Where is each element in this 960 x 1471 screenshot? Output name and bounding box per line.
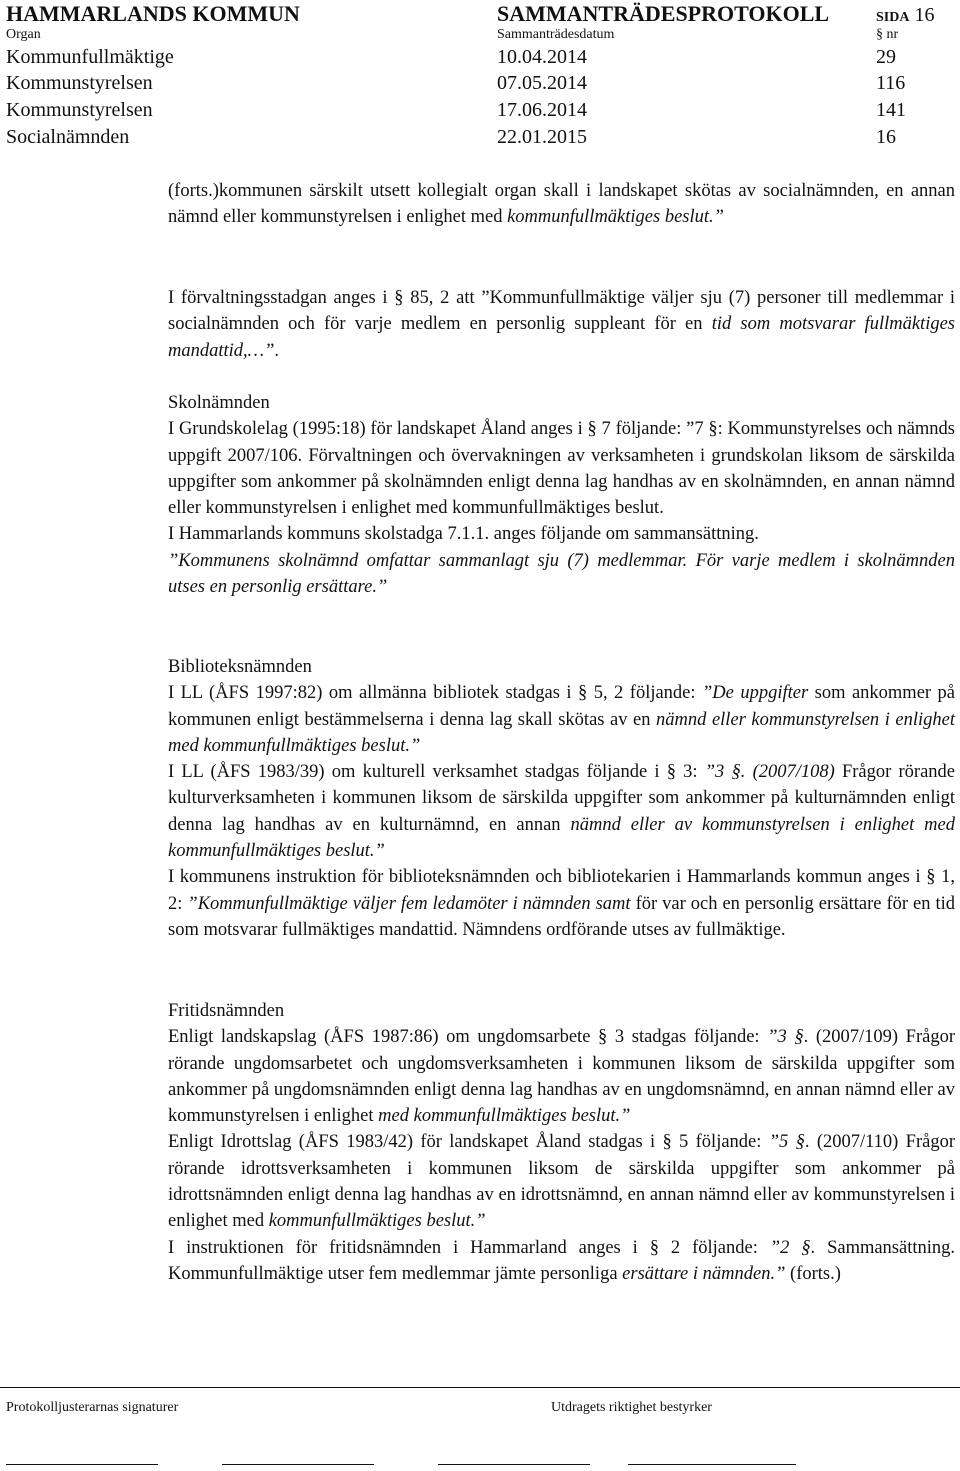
row-nr: 141 [876,99,906,121]
section-title: Biblioteksnämnden [168,657,312,677]
instruction-text: för var och en personlig ersättare för en tid som motsvarar fullmäktiges mandattid. Nämndens ordförande utses av fullmäktige. [168,893,956,940]
youth-law-quote: med kommunfullmäktiges beslut.” [378,1106,631,1127]
bib-law-text: som ankommer på kommunen enligt bestämmelserna i denna lag skall skötas av en [168,683,955,730]
page-number: 16 [914,4,935,26]
row-organ: Kommunstyrelsen [6,99,153,121]
instruction-quote: ”Kommunfullmäktige väljer fem ledamöter i nämnden samt [187,893,631,914]
footer-rule [0,1387,960,1388]
row-organ: Kommunfullmäktige [6,46,174,68]
bylaw-italic: tid som motsvarar fullmäktiges mandattid,…” [168,314,956,361]
signature-line [438,1464,590,1465]
bylaw-end: . [274,340,280,361]
section-title: Fritidsnämnden [168,1001,285,1021]
instruction-text: I kommunens instruktion för biblioteksnämnden och bibliotekarien i Hammarlands kommun anges i § 1, 2: [168,867,955,914]
fri-instruction-quote: ”2 § [769,1237,811,1258]
section-biblioteksnamnden [168,654,955,943]
section-skolnamnden [168,390,955,600]
bylaw-text: I förvaltningsstadgan anges i § 85, 2 att ”Kommunfullmäktige väljer sju (7) personer till medlemmar i socialnämnden och för varje medlem en personlig suppleant för en [168,288,955,335]
youth-law-text: . (2007/109) Frågor rörande ungdomsarbetet och ungdomsverksamheten i kommunen liksom de särskilda uppgifter som ankommer på ungdomsnämnden enligt denna lag handhas av en ungdomsnämnd, en annan nämnd eller av kommunstyrelsen i enlighet [168,1027,955,1127]
signature-line [6,1464,158,1465]
youth-law-quote: ”3 § [767,1027,804,1048]
row-nr: 116 [876,72,906,94]
signature-line [222,1464,374,1465]
fri-instruction-text: I instruktionen för fritidsnämnden i Hammarland anges i § 2 följande: [168,1237,758,1258]
continued-marker: (forts.) [785,1263,841,1284]
sport-law-text: . (2007/110) Frågor rörande idrottsverksamheten i kommunen liksom de särskilda uppgifter som ankommer på idrottsnämnden enligt denna lag handhas av en idrottsnämnd, en annan nämnd eller av kommunstyrelsen i enlighet med [168,1132,955,1232]
sport-law-text: Enligt Idrottslag (ÅFS 1983/42) för landskapet Åland stadgas i § 5 följande: [168,1132,762,1153]
row-date: 22.01.2015 [497,126,587,148]
row-date: 10.04.2014 [497,46,587,68]
sport-law-quote: kommunfullmäktiges beslut.” [268,1211,486,1232]
row-nr: 16 [876,126,896,148]
column-header-nr: § nr [876,27,899,42]
section-title: Skolnämnden [168,393,270,413]
skol-paragraph: I Grundskolelag (1995:18) för landskapet Åland anges i § 7 följande: ”7 §: Kommunstyrelses och nämnds uppgift 2007/106. Förvaltningen och övervakningen av verksamheten i grundskolan liksom de särskilda uppgifter som ankommer på skolnämnden enligt denna lag handhas av en skolnämnden, en annan nämnd eller kommunstyrelsen i enlighet med kommunfullmäktiges beslut. [168,419,955,519]
culture-law-text: Frågor rörande kulturverksamheten i kommunen liksom de särskilda uppgifter som ankommer på kulturnämnden enligt denna lag handhas av en kulturnämnd, en annan [168,762,955,835]
section-fritidsnamnden [168,998,955,1287]
bib-law-quote: ”De uppgifter [702,683,809,704]
culture-law-text: I LL (ÅFS 1983/39) om kulturell verksamhet stadgas följande i § 3: [168,762,698,783]
fri-instruction-text: . Sammansättning. Kommunfullmäktige utser fem medlemmar jämte personliga [168,1237,956,1284]
youth-law-text: Enligt landskapslag (ÅFS 1987:86) om ungdomsarbete § 3 stadgas följande: [168,1027,760,1048]
bib-law-text: I LL (ÅFS 1997:82) om allmänna bibliotek stadgas i § 5, 2 följande: [168,683,696,704]
skol-stadga: I Hammarlands kommuns skolstadga 7.1.1. anges följande om sammansättning. [168,524,759,545]
signature-line [628,1464,796,1465]
bib-law-quote: nämnd eller kommunstyrelsen i enlighet med kommunfullmäktiges beslut.” [168,709,955,756]
footer-signatures-label: Protokolljusterarnas signaturer [6,1400,179,1415]
footer-certified-label: Utdragets riktighet bestyrker [551,1400,712,1415]
sport-law-quote: ”5 § [768,1132,805,1153]
bylaw-paragraph [168,285,955,364]
fri-instruction-quote: ersättare i nämnden.” [622,1263,786,1284]
row-nr: 29 [876,46,896,68]
intro-text: (forts.)kommunen särskilt utsett kollegialt organ skall i landskapet skötas av socialnämnden, en annan nämnd eller kommunstyrelsen i enlighet med [168,181,955,228]
row-organ: Kommunstyrelsen [6,72,153,94]
row-date: 07.05.2014 [497,72,587,94]
row-date: 17.06.2014 [497,99,587,121]
page-label: SIDA [876,10,910,25]
document-type: SAMMANTRÄDESPROTOKOLL [497,1,830,26]
culture-law-quote: ”3 §. (2007/108) [704,762,835,783]
page-indicator [876,3,934,30]
municipality-name: HAMMARLANDS KOMMUN [6,1,300,26]
skol-quote: ”Kommunens skolnämnd omfattar sammanlagt sju (7) medlemmar. För varje medlem i skolnämnden utses en personlig ersättare.” [168,550,955,598]
intro-italic: kommunfullmäktiges beslut.” [507,207,724,228]
column-header-date: Sammanträdesdatum [497,27,615,42]
culture-law-quote: nämnd eller av kommunstyrelsen i enlighet med kommunfullmäktiges beslut.” [168,814,955,862]
row-organ: Socialnämnden [6,126,130,148]
intro-paragraph [168,178,955,231]
column-header-organ: Organ [6,27,41,42]
